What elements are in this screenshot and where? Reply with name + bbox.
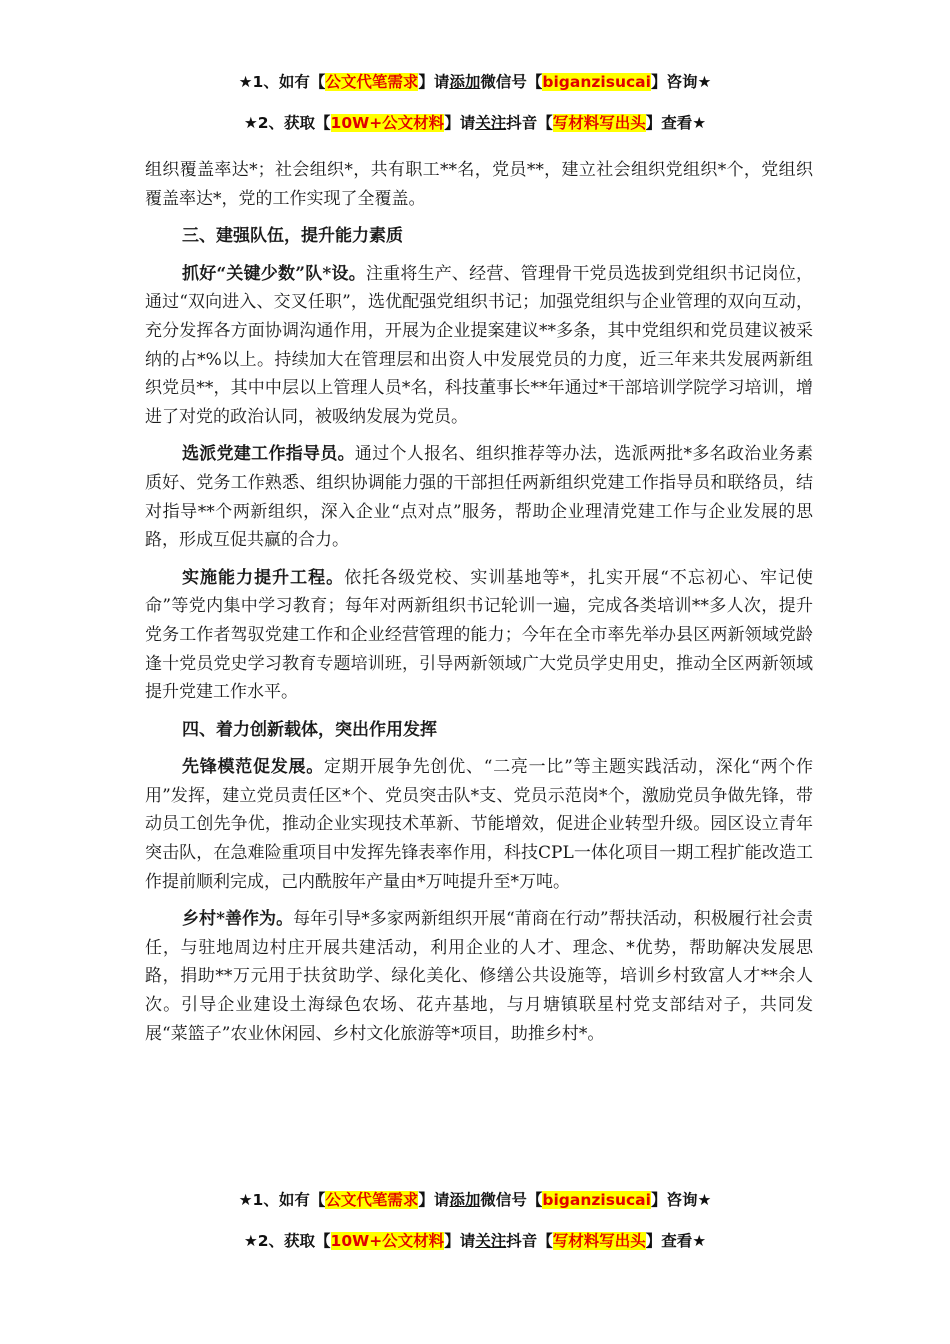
banner-text: 抖音【 — [506, 114, 553, 132]
banner-text: 】请 — [418, 73, 450, 91]
banner-underline-text: 关注 — [475, 114, 507, 132]
paragraph-lead: 先锋模范促发展。 — [182, 757, 324, 778]
banner-highlight: 公文代笔需求 — [325, 73, 419, 91]
banner-text: 抖音【 — [506, 1232, 553, 1250]
paragraph-text: 定期开展争先创优、“二亮一比”等主题实践活动，深化“两个作用”发挥，建立党员责任区*个、党员突击队*支、党员示范岗*个，激励党员争做先锋，带动员工创先争优，推动企业实现技术革新、节能增效，促进企业转型升级。园区设立青年突击队，在急难险重项目中发挥先锋表率作用，科技CPL一体化项目一期工程扩能改造工作提前顺利完成，己内酰胺年产量由*万吨提升至*万吨。 — [145, 757, 813, 892]
banner-text: 】咨询★ — [650, 1191, 712, 1209]
banner-text: ★2、获取【 — [243, 114, 331, 132]
paragraph-lead: 乡村*善作为。 — [182, 909, 294, 930]
banner-underline-text: 添加 — [449, 1191, 481, 1209]
banner-text: 微信号【 — [480, 73, 543, 91]
paragraph-instructors — [145, 440, 813, 554]
paragraph-lead: 实施能力提升工程。 — [182, 567, 345, 588]
banner-text: 】请 — [418, 1191, 450, 1209]
section-heading-4: 四、着力创新载体，突出作用发挥 — [182, 719, 437, 740]
banner-highlight-douyin: 写材料写出头 — [552, 1232, 646, 1250]
paragraph-text: 通过个人报名、组织推荐等办法，选派两批*多名政治业务素质好、党务工作熟悉、组织协调能力强的干部担任两新组织党建工作指导员和联络员，结对指导**个两新组织，深入企业“点对点”服务，帮助企业理清党建工作与企业发展的思路，形成互促共赢的合力。 — [145, 444, 814, 551]
paragraph-lead: 抓好“关键少数”队*设。 — [182, 263, 366, 284]
banner-highlight-wechat: biganzisucai — [542, 1191, 651, 1209]
banner-text: ★1、如有【 — [238, 1191, 326, 1209]
banner-highlight: 公文代笔需求 — [325, 1191, 419, 1209]
banner-text: 】查看★ — [645, 114, 707, 132]
ad-banner-line-1-bottom — [0, 1188, 950, 1210]
banner-underline-text: 添加 — [449, 73, 481, 91]
paragraph-continued: 组织覆盖率达*；社会组织*，共有职工**名，党员**，建立社会组织党组织*个，党组织覆盖率达*，党的工作实现了全覆盖。 — [145, 160, 813, 209]
banner-text: 】查看★ — [645, 1232, 707, 1250]
paragraph-lead: 选派党建工作指导员。 — [182, 444, 355, 465]
paragraph-text: 每年引导*多家两新组织开展“莆商在行动”帮扶活动，积极履行社会责任，与驻地周边村庄开展共建活动，利用企业的人才、理念、*优势，帮助解决发展思路，捐助**万元用于扶贫助学、绿化美化、修缮公共设施等，培训乡村致富人才**余人次。引导企业建设土海绿色农场、花卉基地，与月塘镇联星村党支部结对子，共同发展“菜篮子”农业休闲园、乡村文化旅游等*项目，助推乡村*。 — [145, 909, 813, 1044]
paragraph-text: 依托各级党校、实训基地等*，扎实开展“不忘初心、牢记使命”等党内集中学习教育；每年对两新组织书记轮训一遍，完成各类培训**多人次，提升党务工作者驾驭党建工作和企业经营管理的能力；今年在全市率先举办县区两新领域党龄逢十党员党史学习教育专题培训班，引导两新领域广大党员学史用史，推动全区两新领域提升党建工作水平。 — [145, 567, 814, 703]
banner-text: 微信号【 — [480, 1191, 543, 1209]
section-heading-3: 三、建强队伍，提升能力素质 — [182, 226, 403, 247]
banner-underline-text: 关注 — [475, 1232, 507, 1250]
paragraph-key-minority — [145, 260, 813, 432]
banner-text: 】请 — [444, 1232, 476, 1250]
ad-banner-line-1-top — [0, 70, 950, 92]
banner-text: 】请 — [444, 114, 476, 132]
banner-highlight: 10W+公文材料 — [330, 1232, 445, 1250]
banner-text: ★2、获取【 — [243, 1232, 331, 1250]
paragraph-text: 注重将生产、经营、管理骨干党员选拔到党组织书记岗位，通过“双向进入、交叉任职”，选优配强党组织书记；加强党组织与企业管理的双向互动，充分发挥各方面协调沟通作用，开展为企业提案建议**多条，其中党组织和党员建议被采纳的占*%以上。持续加大在管理层和出资人中发展党员的力度，近三年来共发展两新组织党员**，其中中层以上管理人员*名，科技董事长**年通过*干部培训学院学习培训，增进了对党的政治认同，被吸纳发展为党员。 — [145, 263, 814, 427]
banner-highlight: 10W+公文材料 — [330, 114, 445, 132]
banner-highlight-douyin: 写材料写出头 — [552, 114, 646, 132]
paragraph-capacity — [145, 564, 813, 707]
ad-banner-line-2-top — [0, 111, 950, 133]
banner-text: ★1、如有【 — [238, 73, 326, 91]
ad-banner-line-2-bottom — [0, 1229, 950, 1251]
paragraph-rural — [145, 905, 813, 1048]
banner-text: 】咨询★ — [650, 73, 712, 91]
banner-highlight-wechat: biganzisucai — [542, 73, 651, 91]
paragraph-vanguard — [145, 753, 813, 896]
document-body — [145, 156, 813, 1057]
